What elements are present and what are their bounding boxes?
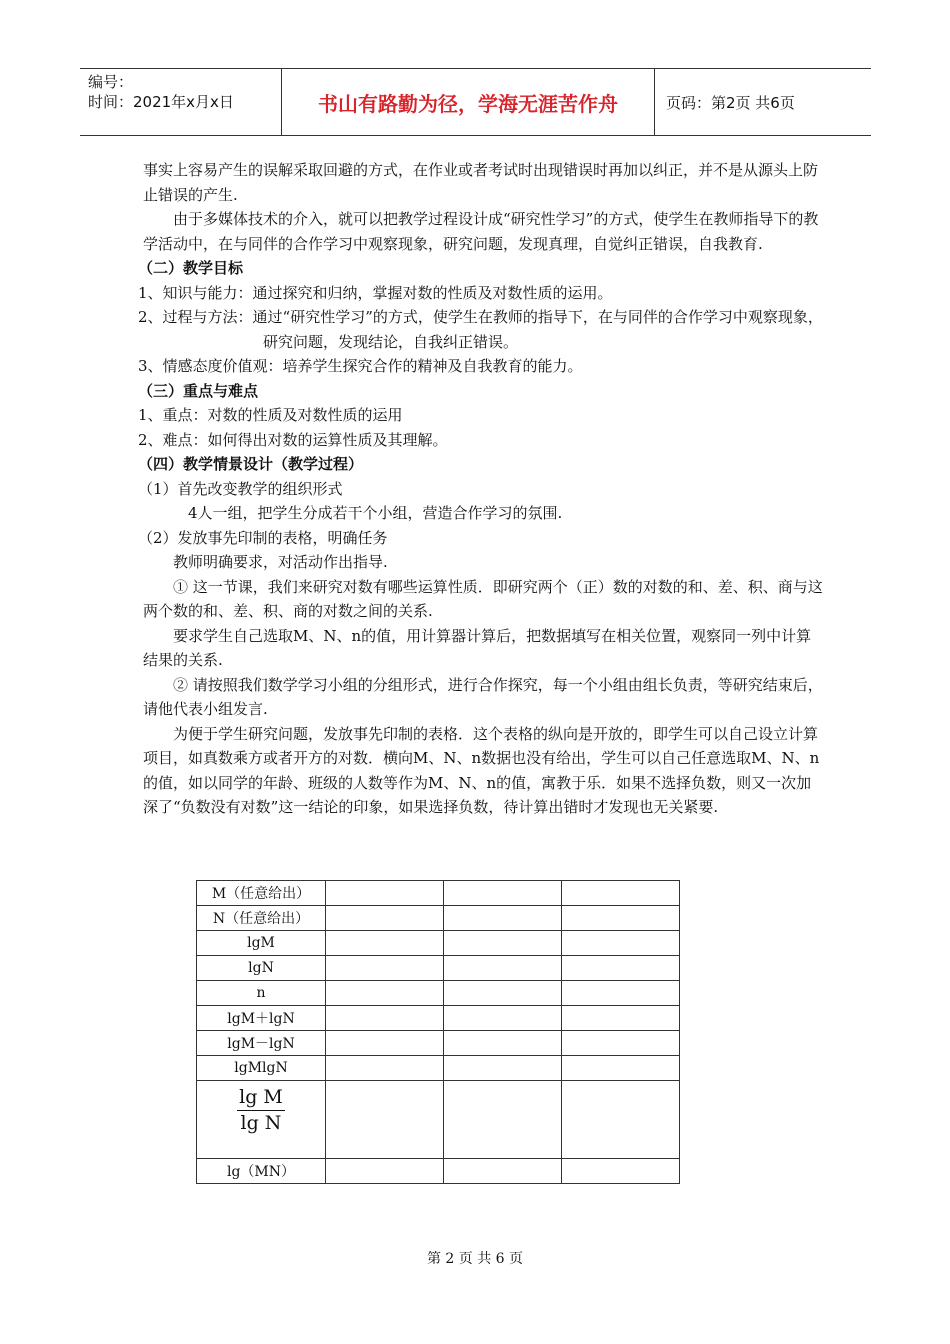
fraction [237,1085,285,1136]
paragraph: ① 这一节课，我们来研究对数有哪些运算性质．即研究两个（正）数的对数的和、差、积、商与这两个数的和、差、积、商的对数之间的关系. [143,577,823,620]
row-label: lgN [197,956,326,981]
document-body [138,158,823,820]
paragraph: 教师明确要求，对活动作出指导. [173,553,388,571]
table-row [197,906,680,931]
input-cell[interactable] [444,881,562,906]
paragraph: 4人一组，把学生分成若干个小组，营造合作学习的氛围. [188,504,563,522]
table-row [197,1081,680,1159]
input-cell[interactable] [562,1006,680,1031]
step-heading: （2）发放事先印制的表格，明确任务 [138,528,388,547]
input-cell[interactable] [326,956,444,981]
table-row [197,1006,680,1031]
goal-item: 2、过程与方法：通过“研究性学习”的方式，使学生在教师的指导下，在与同伴的合作学习中观察现象，研究问题，发现结论，自我纠正错误。 [138,308,823,351]
input-cell[interactable] [326,906,444,931]
input-cell[interactable] [326,1031,444,1056]
goal-item: 1、知识与能力：通过探究和归纳，掌握对数的性质及对数性质的运用。 [138,283,613,302]
input-cell[interactable] [562,1081,680,1159]
input-cell[interactable] [562,881,680,906]
paragraph: ② 请按照我们数学学习小组的分组形式，进行合作探究，每一个小组由组长负责，等研究结束后，请他代表小组发言. [143,675,823,718]
input-cell[interactable] [444,1056,562,1081]
table-row [197,981,680,1006]
page-footer: 第 2 页 共 6 页 [426,1251,524,1267]
time-label: 时间：2021年x月x日 [88,93,234,111]
section-heading: （二）教学目标 [138,259,244,277]
row-label: N（任意给出） [197,906,326,931]
input-cell[interactable] [326,1081,444,1159]
input-cell[interactable] [562,1159,680,1184]
table-row [197,931,680,956]
paragraph: 为便于学生研究问题，发放事先印制的表格．这个表格的纵向是开放的，即学生可以自己设立计算项目，如真数乘方或者开方的对数．横向M、N、n数据也没有给出，学生可以自己任意选取M、N、n的值，如以同学的年龄、班级的人数等作为M、N、n的值，寓教于乐．如果不选择负数，则又一次加深了“负数没有对数”这一结论的印象，如果选择负数，待计算出错时才发现也无关紧要. [143,724,820,816]
input-cell[interactable] [326,931,444,956]
log-table [196,880,680,1184]
input-cell[interactable] [444,1031,562,1056]
table-row [197,956,680,981]
input-cell[interactable] [562,931,680,956]
row-label: lgM＋lgN [197,1006,326,1031]
input-cell[interactable] [562,981,680,1006]
input-cell[interactable] [562,906,680,931]
paragraph: 事实上容易产生的误解采取回避的方式，在作业或者考试时出现错误时再加以纠正，并不是从源头上防止错误的产生. [143,161,819,204]
table-row [197,881,680,906]
table-row [197,1056,680,1081]
goal-item: 3、情感态度价值观：培养学生探究合作的精神及自我教育的能力。 [138,357,583,375]
input-cell[interactable] [326,881,444,906]
row-label: lg（MN） [197,1159,326,1184]
input-cell[interactable] [326,1006,444,1031]
paragraph: 由于多媒体技术的介入，就可以把教学过程设计成“研究性学习”的方式，使学生在教师指导下的教学活动中，在与同伴的合作学习中观察现象，研究问题，发现真理，自觉纠正错误，自我教育. [143,210,819,253]
table-row [197,1159,680,1184]
input-cell[interactable] [562,1056,680,1081]
input-cell[interactable] [326,1056,444,1081]
paragraph: 要求学生自己选取M、N、n的值，用计算器计算后，把数据填写在相关位置，观察同一列中计算结果的关系. [143,626,812,669]
row-label: lgMlgN [197,1056,326,1081]
input-cell[interactable] [444,931,562,956]
row-label-fraction [197,1081,326,1159]
row-label: lgM [197,931,326,956]
input-cell[interactable] [562,956,680,981]
key-point: 1、重点：对数的性质及对数性质的运用 [138,406,403,424]
row-label: M（任意给出） [197,881,326,906]
step-heading: （1）首先改变教学的组织形式 [138,479,343,498]
input-cell[interactable] [326,1159,444,1184]
header-page-label: 页码：第2页 共6页 [666,93,795,112]
input-cell[interactable] [444,981,562,1006]
header-meta [80,69,282,135]
page-header [80,68,871,136]
row-label: n [197,981,326,1006]
fraction-denominator: lg N [240,1112,282,1134]
row-label: lgM－lgN [197,1031,326,1056]
input-cell[interactable] [326,981,444,1006]
input-cell[interactable] [562,1031,680,1056]
input-cell[interactable] [444,956,562,981]
table-row [197,1031,680,1056]
fraction-numerator: lg M [237,1085,285,1111]
input-cell[interactable] [444,1159,562,1184]
input-cell[interactable] [444,1006,562,1031]
section-heading: （三）重点与难点 [138,381,259,400]
section-heading: （四）教学情景设计（教学过程） [138,455,364,473]
input-cell[interactable] [444,1081,562,1159]
key-point: 2、难点：如何得出对数的运算性质及其理解。 [138,430,448,449]
header-motto: 书山有路勤为径，学海无涯苦作舟 [282,69,655,135]
input-cell[interactable] [444,906,562,931]
number-label: 编号： [88,73,134,91]
